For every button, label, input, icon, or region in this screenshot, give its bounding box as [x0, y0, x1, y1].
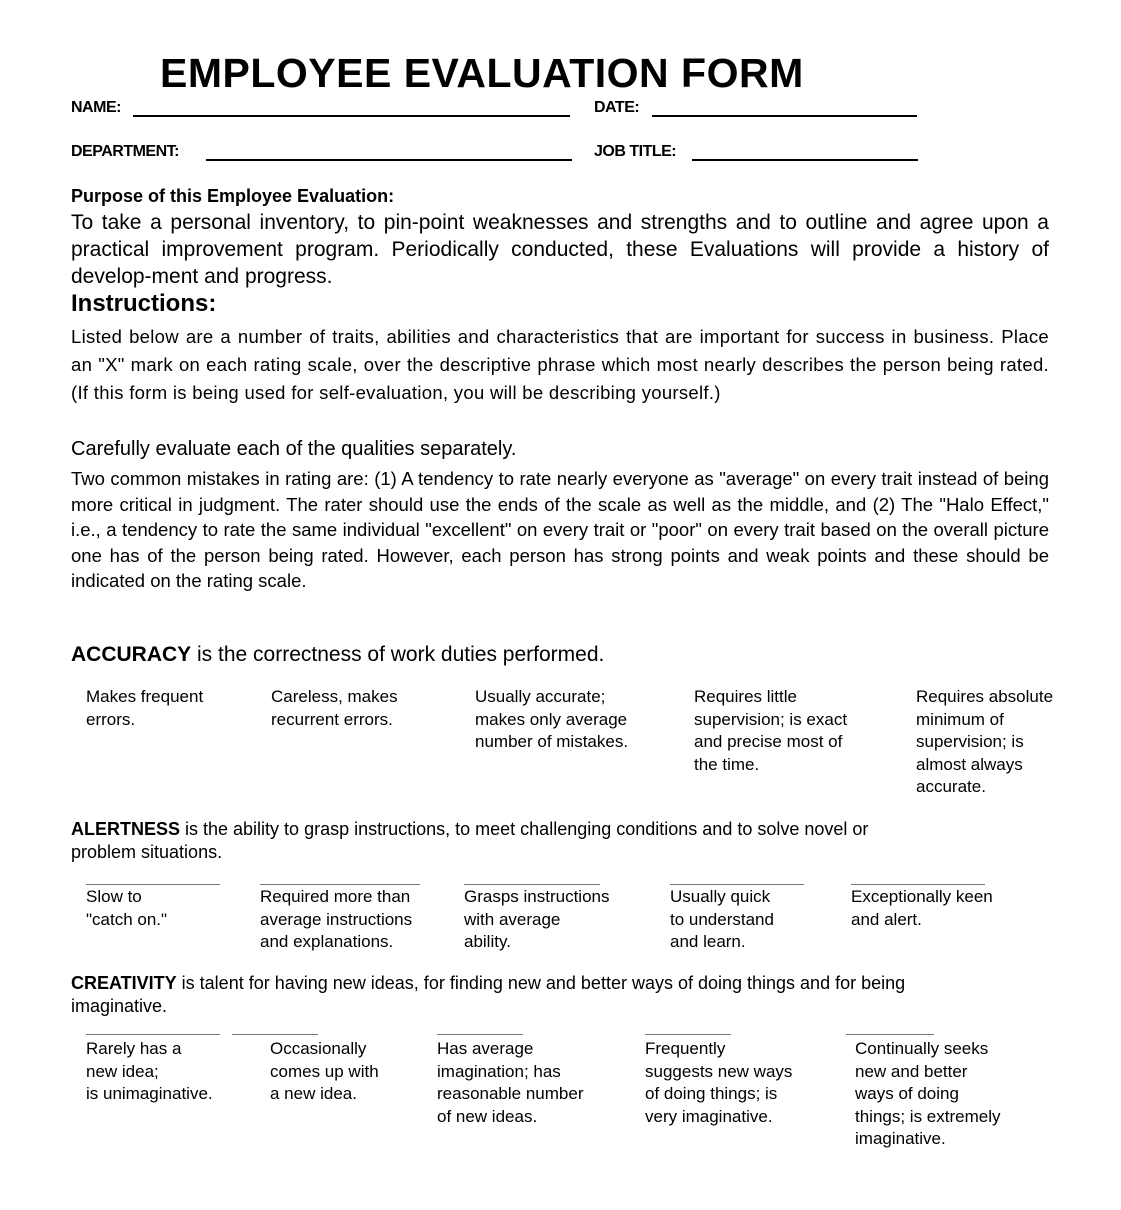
date-field[interactable] — [652, 115, 917, 117]
job-title-label: JOB TITLE: — [594, 143, 677, 160]
creativity-option-3[interactable]: Has average imagination; has reasonable number of new ideas. — [437, 1039, 584, 1126]
department-label: DEPARTMENT: — [71, 143, 179, 160]
creativity-option-4[interactable]: Frequently suggests new ways of doing things; is very imaginative. — [645, 1039, 793, 1126]
alertness-option-2[interactable]: Required more than average instructions and explanations. — [260, 887, 413, 951]
alertness-trait-name: ALERTNESS — [71, 819, 181, 839]
rating-mistakes-text: Two common mistakes in rating are: (1) A tendency to rate nearly everyone as "average" on every trait instead of being more critical in judgment. The rater should use the ends of the scale as well as the middle, and (2) The "Halo Effect," i.e., a tendency to rate the same individual "excellent" on every trait or "poor" on every trait based on the overall picture one has of the person being rated. However, each person has strong points and weak points and these should be indicated on the rating scale. — [71, 468, 1049, 591]
creativity-rating-line-1[interactable] — [86, 1034, 220, 1035]
alertness-option-3[interactable]: Grasps instructions with average ability. — [464, 887, 610, 951]
creativity-rating-line-5[interactable] — [846, 1034, 934, 1035]
alertness-option-5[interactable]: Exceptionally keen and alert. — [851, 887, 993, 929]
alertness-rating-line-2[interactable] — [260, 884, 420, 885]
alertness-rating-line-1[interactable] — [86, 884, 220, 885]
creativity-rating-line-3[interactable] — [437, 1034, 523, 1035]
accuracy-definition: is the correctness of work duties performed. — [191, 643, 605, 666]
creativity-trait-name: CREATIVITY — [71, 973, 177, 993]
job-title-field[interactable] — [692, 159, 918, 161]
creativity-heading — [71, 972, 931, 1018]
accuracy-option-4[interactable]: Requires little supervision; is exact and precise most of the time. — [694, 687, 848, 774]
date-label: DATE: — [594, 99, 640, 116]
alertness-option-4[interactable]: Usually quick to understand and learn. — [670, 887, 774, 951]
alertness-heading — [71, 818, 931, 864]
name-label: NAME: — [71, 99, 121, 116]
accuracy-trait-name: ACCURACY — [71, 643, 192, 666]
accuracy-option-5[interactable]: Requires absolute minimum of supervision; is almost always accurate. — [916, 687, 1054, 796]
creativity-rating-line-2[interactable] — [232, 1034, 318, 1035]
careful-note: Carefully evaluate each of the qualities separately. — [71, 438, 517, 460]
accuracy-option-2[interactable]: Careless, makes recurrent errors. — [271, 687, 398, 729]
accuracy-option-1[interactable]: Makes frequent errors. — [86, 687, 204, 729]
purpose-heading: Purpose of this Employee Evaluation: — [71, 186, 395, 206]
creativity-option-1[interactable]: Rarely has a new idea; is unimaginative. — [86, 1039, 213, 1103]
department-field[interactable] — [206, 159, 572, 161]
name-field[interactable] — [133, 115, 570, 117]
form-title: EMPLOYEE EVALUATION FORM — [160, 50, 804, 96]
instructions-heading: Instructions: — [71, 290, 217, 317]
creativity-option-5[interactable]: Continually seeks new and better ways of doing things; is extremely imaginative. — [855, 1039, 1001, 1148]
purpose-text: To take a personal inventory, to pin-point weaknesses and strengths and to outline and agree upon a practical improvement program. Periodically conducted, these Evaluations will provide a history of develop-ment and progress. — [71, 211, 1049, 288]
alertness-definition: is the ability to grasp instructions, to meet challenging conditions and to solve novel or problem situations. — [71, 819, 869, 862]
accuracy-option-3[interactable]: Usually accurate; makes only average number of mistakes. — [475, 687, 629, 751]
alertness-option-1[interactable]: Slow to "catch on." — [86, 887, 168, 929]
accuracy-heading — [71, 643, 931, 666]
creativity-rating-line-4[interactable] — [645, 1034, 731, 1035]
alertness-rating-line-5[interactable] — [851, 884, 985, 885]
alertness-rating-line-3[interactable] — [464, 884, 600, 885]
alertness-rating-line-4[interactable] — [670, 884, 804, 885]
creativity-option-2[interactable]: Occasionally comes up with a new idea. — [270, 1039, 379, 1103]
creativity-definition: is talent for having new ideas, for finding new and better ways of doing things and for being imaginative. — [71, 973, 906, 1016]
instructions-text: Listed below are a number of traits, abilities and characteristics that are important for success in business. Place an "X" mark on each rating scale, over the descriptive phrase which most nearly describes the person being rated. (If this form is being used for self-evaluation, you will be describing yourself.) — [71, 326, 1049, 403]
